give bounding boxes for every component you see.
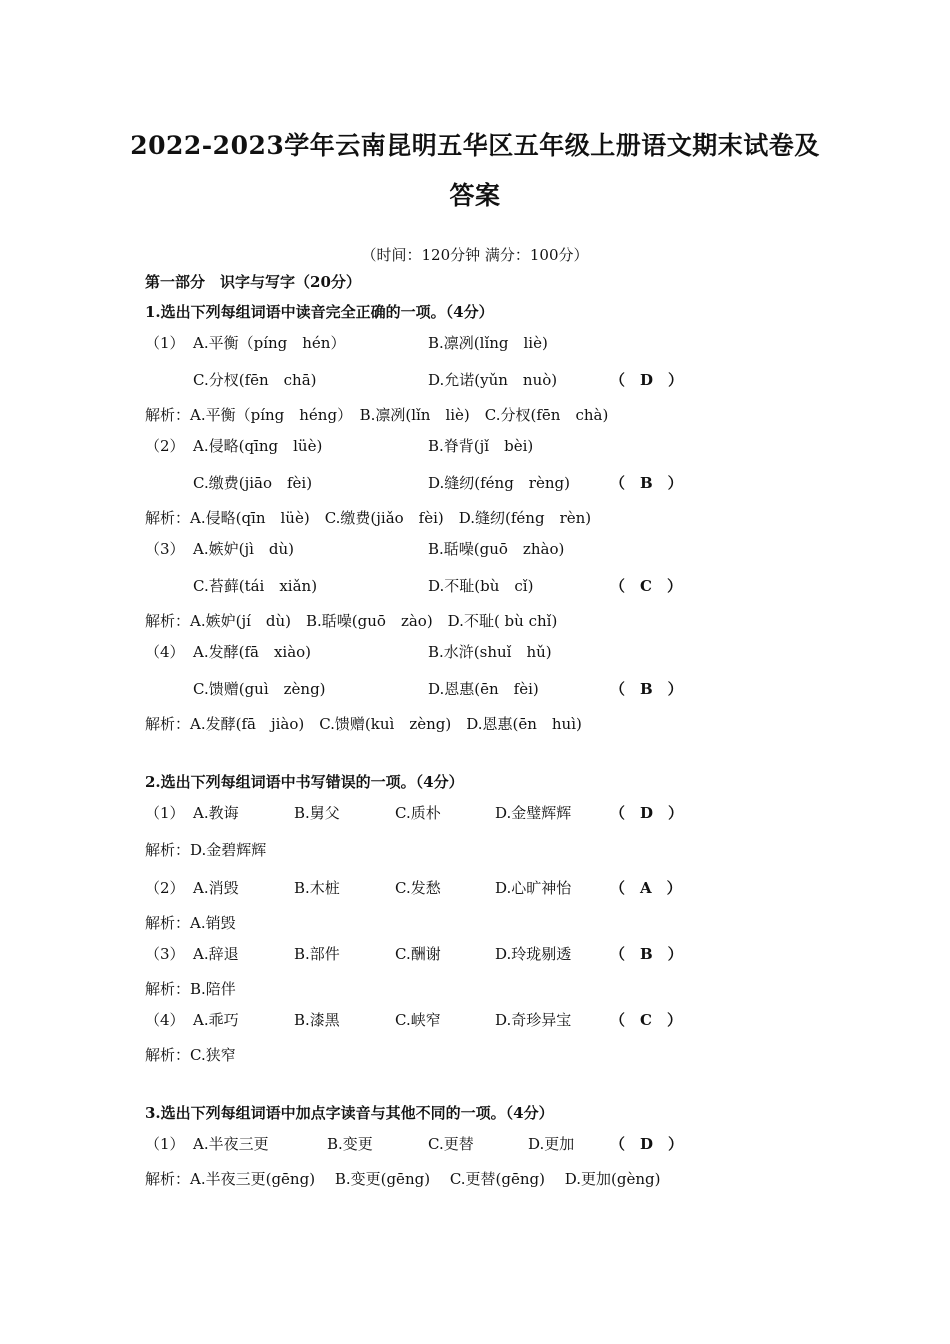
analysis: 解析：A.销毁 (145, 914, 236, 932)
answer: （ C ） (610, 577, 682, 595)
option-c: C.馈赠(guì zèng) (193, 680, 326, 698)
answer: （ C ） (610, 1011, 682, 1029)
group-number: （2） (145, 879, 185, 897)
option-a: A.教诲 (193, 804, 239, 822)
part-heading: 第一部分 识字与写字（20分） (145, 273, 361, 291)
option-a: A.嫉妒(jì dù) (193, 540, 295, 558)
title-line-1: 2022-2023学年云南昆明五华区五年级上册语文期末试卷及 (130, 131, 820, 160)
option-d: D.更加 (528, 1135, 575, 1153)
group-number: （1） (145, 1135, 185, 1153)
answer: （ A ） (610, 879, 682, 897)
analysis: 解析：D.金碧辉辉 (145, 841, 267, 859)
option-d: D.玲珑剔透 (495, 945, 572, 963)
answer: （ D ） (610, 1135, 684, 1153)
group-number: （3） (145, 945, 185, 963)
option-d: D.允诺(yǔn nuò) (428, 371, 558, 389)
group-number: （1） (145, 804, 185, 822)
group-number: （4） (145, 643, 185, 661)
option-a: A.消毁 (193, 879, 239, 897)
analysis: 解析：B.陪伴 (145, 980, 236, 998)
option-c: C.缴费(jiāo fèi) (193, 474, 313, 492)
option-d: D.金璧辉辉 (495, 804, 572, 822)
option-c: C.质朴 (395, 804, 441, 822)
group-number: （4） (145, 1011, 185, 1029)
option-b: B.部件 (294, 945, 340, 963)
option-c: C.酬谢 (395, 945, 441, 963)
answer: （ B ） (610, 474, 683, 492)
option-a: A.侵略(qīng lüè) (193, 437, 323, 455)
analysis: 解析：C.狭窄 (145, 1046, 236, 1064)
exam-meta: （时间：120分钟 满分：100分） (361, 246, 589, 264)
option-a: A.乖巧 (193, 1011, 239, 1029)
option-b: B.聒噪(guō zhào) (428, 540, 565, 558)
option-c: C.更替 (428, 1135, 474, 1153)
q1-heading: 1.选出下列每组词语中读音完全正确的一项。（4分） (145, 303, 494, 321)
option-d: D.缝纫(féng rèng) (428, 474, 570, 492)
option-a: A.发酵(fā xiào) (193, 643, 312, 661)
answer: （ D ） (610, 371, 684, 389)
answer: （ B ） (610, 945, 683, 963)
q2-heading: 2.选出下列每组词语中书写错误的一项。（4分） (145, 773, 464, 791)
option-d: D.奇珍异宝 (495, 1011, 572, 1029)
option-d: D.不耻(bù cǐ) (428, 577, 534, 595)
option-c: C.分杈(fēn chā) (193, 371, 317, 389)
group-number: （3） (145, 540, 185, 558)
group-number: （1） (145, 334, 185, 352)
analysis: 解析：A.平衡（píng héng） B.凛冽(lǐn liè) C.分杈(fēn chà) (145, 406, 609, 424)
option-b: B.漆黑 (294, 1011, 340, 1029)
option-b: B.水浒(shuǐ hǔ) (428, 643, 552, 661)
option-b: B.脊背(jǐ bèi) (428, 437, 534, 455)
analysis: 解析：A.嫉妒(jí dù) B.聒噪(guō zào) D.不耻( bù chǐ) (145, 612, 558, 630)
analysis: 解析：A.侵略(qīn lüè) C.缴费(jiǎo fèi) D.缝纫(féng rèn) (145, 509, 592, 527)
option-b: B.木桩 (294, 879, 340, 897)
option-c: C.苔藓(tái xiǎn) (193, 577, 318, 595)
answer: （ D ） (610, 804, 684, 822)
option-a: A.半夜三更 (193, 1135, 269, 1153)
option-c: C.发愁 (395, 879, 441, 897)
option-c: C.峡窄 (395, 1011, 441, 1029)
answer: （ B ） (610, 680, 683, 698)
option-d: D.恩惠(ēn fèi) (428, 680, 539, 698)
option-a: A.辞退 (193, 945, 239, 963)
title-line-2: 答案 (449, 181, 501, 210)
q3-heading: 3.选出下列每组词语中加点字读音与其他不同的一项。（4分） (145, 1104, 554, 1122)
option-b: B.变更 (327, 1135, 373, 1153)
analysis: 解析：A.半夜三更(gēng) B.变更(gēng) C.更替(gēng) D.更加(gèng) (145, 1170, 661, 1188)
option-a: A.平衡（píng hén） (193, 334, 346, 352)
analysis: 解析：A.发酵(fā jiào) C.馈赠(kuì zèng) D.恩惠(ēn huì) (145, 715, 582, 733)
group-number: （2） (145, 437, 185, 455)
option-d: D.心旷神怡 (495, 879, 572, 897)
option-b: B.凛冽(lǐng liè) (428, 334, 548, 352)
option-b: B.舅父 (294, 804, 340, 822)
